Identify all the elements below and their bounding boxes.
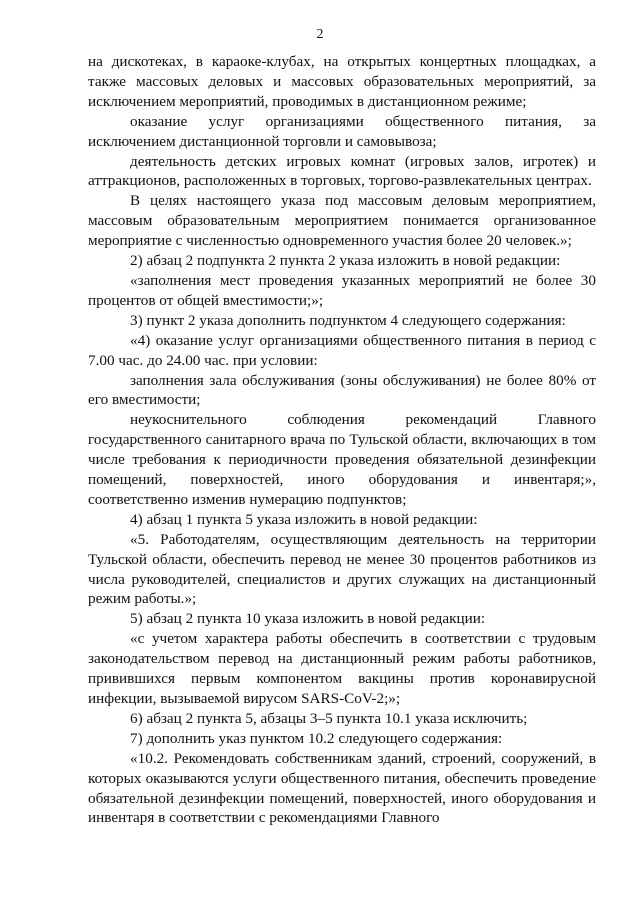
paragraph: «4) оказание услуг организациями общественного питания в период с 7.00 час. до 24.00 час. при условии:	[88, 331, 596, 369]
paragraph: 4) абзац 1 пункта 5 указа изложить в новой редакции:	[130, 510, 478, 528]
paragraph: 3) пункт 2 указа дополнить подпунктом 4 следующего содержания:	[130, 311, 566, 329]
paragraph: «5. Работодателям, осуществляющим деятельность на территории Тульской области, обеспечить перевод не менее 30 процентов работников из числа руководителей, специалистов и других служащих на дистанционный режим работы.»;	[88, 530, 596, 608]
paragraph: неукоснительного соблюдения рекомендаций Главного государственного санитарного врача по Тульской области, включающих в том числе требования к периодичности проведения обязательной дезинфекции помещений, поверхностей, иного оборудования и инвентаря;», соответственно изменив нумерацию подпунктов;	[88, 411, 596, 508]
paragraph: оказание услуг организациями общественного питания, за	[130, 112, 596, 130]
paragraph: 2) абзац 2 подпункта 2 пункта 2 указа изложить в новой редакции:	[130, 252, 561, 270]
paragraph: В целях настоящего указа под массовым деловым мероприятием, массовым образовательным мероприятием понимается организованное мероприятие с численностью одновременного участия более 20 человек.»;	[88, 192, 596, 250]
paragraph: «с учетом характера работы обеспечить в соответствии с трудовым законодательством перевод на дистанционный режим работы работников, привившихся первым компонентом вакцины против коронавирусной инфекции, вызываемой вирусом SARS-CoV-2;»;	[88, 630, 596, 707]
paragraph: деятельность детских игровых комнат (игровых залов, игротек) и аттракционов, расположенных в торговых, торгово-развлекательных центрах.	[88, 152, 596, 190]
paragraph: исключением дистанционной торговли и самовывоза;	[88, 132, 437, 150]
paragraph: «заполнения мест проведения указанных мероприятий не более 30 процентов от общей вместимости;»;	[88, 271, 596, 309]
page-number: 2	[316, 27, 324, 42]
paragraph: «10.2. Рекомендовать собственникам зданий, строений, сооружений, в которых оказываются услуги общественного питания, обеспечить проведение обязательной дезинфекции помещений, поверхностей, иного оборудования и инвентаря в соответствии с рекомендациями Главного	[88, 749, 596, 827]
paragraph: 6) абзац 2 пункта 5, абзацы 3–5 пункта 10.1 указа исключить;	[130, 709, 528, 727]
paragraph: 7) дополнить указ пунктом 10.2 следующего содержания:	[130, 729, 503, 747]
paragraph: заполнения зала обслуживания (зоны обслуживания) не более 80% от его вместимости;	[88, 371, 596, 409]
document-body	[88, 52, 596, 828]
paragraph: 5) абзац 2 пункта 10 указа изложить в новой редакции:	[130, 610, 486, 628]
paragraph: на дискотеках, в караоке-клубах, на открытых концертных площадках, а также массовых деловых и массовых образовательных мероприятий, за исключением мероприятий, проводимых в дистанционном режиме;	[88, 53, 596, 110]
